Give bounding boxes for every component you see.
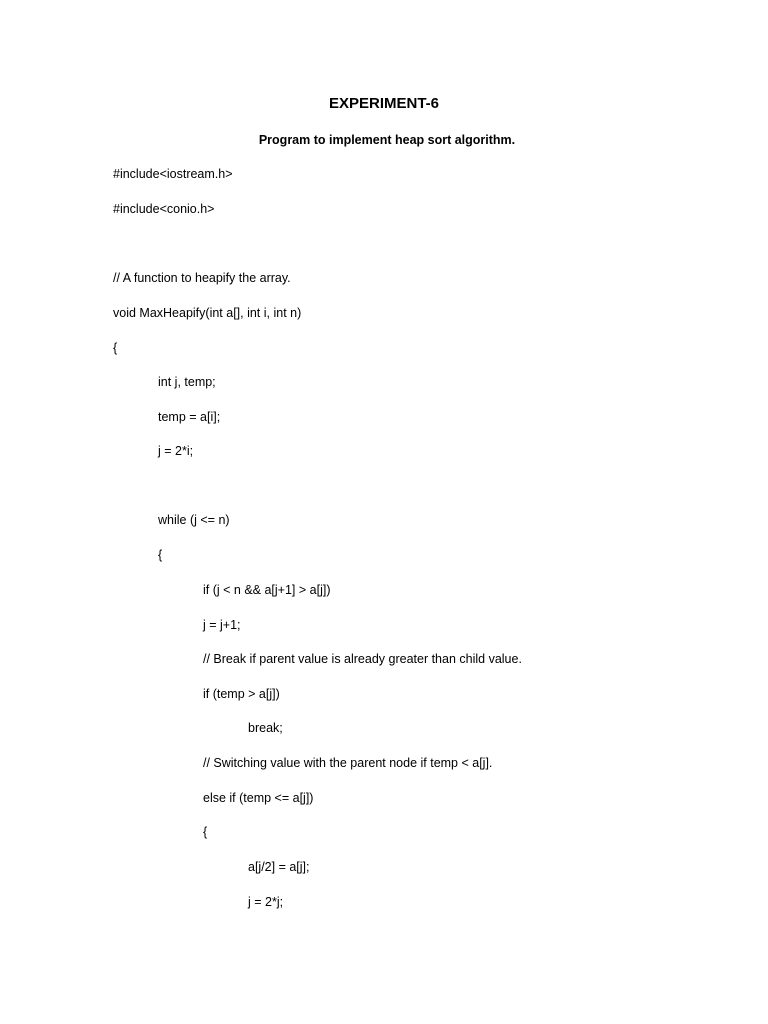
code-line-include-conio: #include<conio.h>	[113, 202, 215, 216]
code-line-declare-vars: int j, temp;	[158, 375, 216, 389]
code-line-j-assign: j = 2*i;	[158, 444, 194, 458]
code-line-comment-break: // Break if parent value is already greater than child value.	[203, 652, 522, 666]
code-line-comment-switching: // Switching value with the parent node if temp < a[j].	[203, 756, 493, 770]
code-line-j-increment: j = j+1;	[203, 618, 241, 632]
code-line-break: break;	[248, 721, 283, 735]
code-line-open-brace: {	[113, 341, 118, 355]
code-line-include-iostream: #include<iostream.h>	[113, 167, 233, 181]
code-line-function-signature: void MaxHeapify(int a[], int i, int n)	[113, 306, 302, 320]
code-line-while: while (j <= n)	[158, 513, 230, 527]
document-subtitle: Program to implement heap sort algorithm.	[258, 133, 516, 147]
code-line-else-open-brace: {	[203, 825, 208, 839]
code-line-else-if: else if (temp <= a[j])	[203, 791, 314, 805]
code-line-temp-assign: temp = a[i];	[158, 410, 221, 424]
document-title: EXPERIMENT-6	[328, 95, 440, 112]
code-line-comment-heapify: // A function to heapify the array.	[113, 271, 291, 285]
code-line-while-open-brace: {	[158, 548, 163, 562]
code-line-if-temp-greater: if (temp > a[j])	[203, 687, 280, 701]
code-line-j-double: j = 2*j;	[248, 895, 284, 909]
code-line-if-compare: if (j < n && a[j+1] > a[j])	[203, 583, 331, 597]
code-line-parent-assign: a[j/2] = a[j];	[248, 860, 310, 874]
